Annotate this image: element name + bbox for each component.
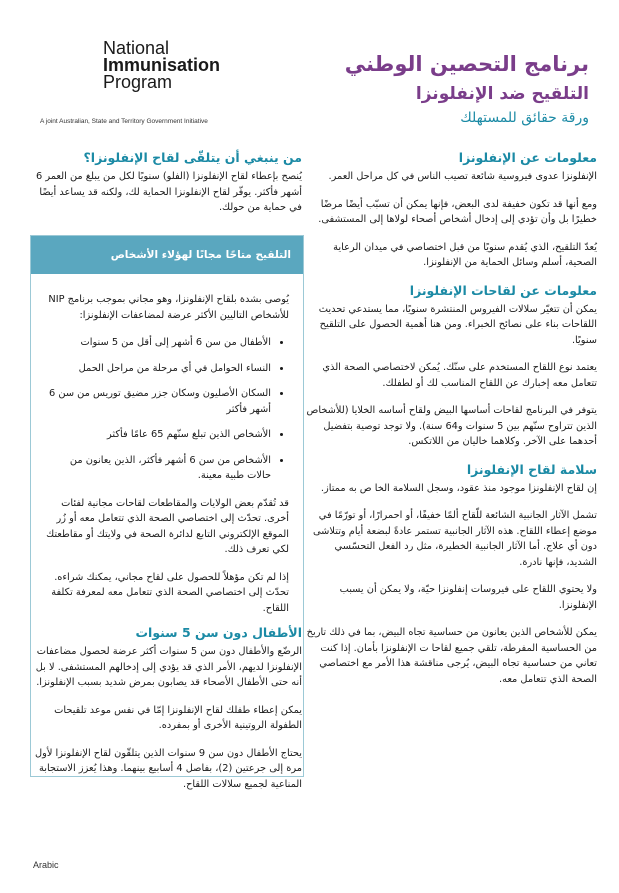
program-logo <box>103 40 220 91</box>
paragraph: يحتاج الأطفال دون سن 9 سنوات الذين يتلقّون لقاح الإنفلونزا لأول مرة إلى جرعتين (2)، بفاصل 4 أسابيع بينهما. وهذا يُعزز الاستجابة المناعية لجميع سلالات اللقاح. <box>34 747 302 790</box>
section-vaccine-safety <box>301 462 597 688</box>
list-item: • الأشخاص الذين تبلغ سنّهم 65 عامًا فأكثر <box>45 427 271 443</box>
section-heading: الأطفال دون سن 5 سنوات <box>135 625 302 640</box>
box-body <box>31 274 303 616</box>
document-title: التلقيح ضد الإنفلونزا <box>415 84 589 104</box>
paragraph: يتوفر في البرنامج لقاحات أساسها البيض ولقاح أساسه الخلايا (للأشخاص الذين تتراوح سنّهم بين 5 سنوات و64 سنة). ولا توجد توصية بتفضيل أحدهما على الآخر. وكلاهما خاليان من اللاتكس. <box>306 405 597 447</box>
paragraph: ومع أنها قد تكون خفيفة لدى البعض، فإنها يمكن أن تسبّب أيضًا مرضًا خطيرًا بل وأن تؤدي إلى إدخال أشخاص أصحاء لولاها إلى المستشفى. <box>318 198 597 225</box>
section-about-vaccines <box>301 283 597 450</box>
document-header <box>259 52 589 126</box>
paragraph: ولا يحتوي اللقاح على فيروسات إنفلونزا حيّة، ولا يمكن أن يسبب الإنفلونزا. <box>339 584 597 611</box>
paragraph: الرضّع والأطفال دون سن 5 سنوات أكثر عرضة لحصول مضاعفات الإنفلونزا لديهم، الأمر الذي قد يؤدي إلى إدخالهم المستشفى. لا بل أنه حتى الأطفال الأصحاء قد يصابون بمرض شديد بسبب الإنفلونزا. <box>35 646 302 688</box>
logo-line-immunisation: Immunisation <box>103 55 221 75</box>
section-about-flu <box>301 150 597 271</box>
logo-line-program: Program <box>103 72 173 92</box>
list-item: • السكان الأصليون وسكان جزر مضيق توريس من سن 6 أشهر فأكثر <box>45 386 271 417</box>
section-heading: معلومات عن لقاحات الإنفلونزا <box>409 282 597 298</box>
paragraph: تشمل الآثار الجانبية الشائعة للّقاح ألمًا خفيفًا، أو احمرارًا، أو تورّمًا في موضع إعطاء اللقاح. هذه الآثار الجانبية تستمر عادةً لبضعة أيام وتتلاشى دون أي علاج. أما الآثار الجانبية الخطيرة، مثل رد الفعل التحسّسي الشديد، فإنها نادرة. <box>313 510 597 568</box>
paragraph: يمكن للأشخاص الذين يعانون من حساسية تجاه البيض، بما في ذلك تاريخ من الحساسية المفرطة، تلقي جميع لقاحا ت الإنفلونزا بأمان. إذا كنت تعاني من حساسية تجاه البيض، يُرجى مناقشة هذا الأمر مع اختصاصي الصحة الذي تتعامل معه. <box>306 627 597 685</box>
paragraph: يُوصى بشدة بلقاح الإنفلونزا، وهو مجاني بموجب برنامج NIP للأشخاص التاليين الأكثر عرضة لمضاعفات الإنفلونزا: <box>48 294 289 321</box>
program-title: برنامج التحصين الوطني <box>344 52 589 76</box>
language-label: Arabic <box>33 860 59 870</box>
logo-line-national: National <box>103 38 170 58</box>
section-heading: معلومات عن الإنفلونزا <box>458 150 597 165</box>
section-heading: من ينبغي أن يتلقّى لقاح الإنفلونزا؟ <box>83 150 302 165</box>
right-column <box>301 150 597 699</box>
list-item: • النساء الحوامل في أي مرحلة من مراحل الحمل <box>45 361 271 377</box>
list-item: • الأشخاص من سن 6 أشهر فأكثر، الذين يعانون من حالات طبية معينة. <box>45 453 271 484</box>
who-section <box>30 150 302 228</box>
logo-tagline: A joint Australian, State and Territory Government Initiative <box>40 118 208 125</box>
paragraph: يُنصح بإعطاء لقاح الإنفلونزا (الفلو) سنويًا لكل من يبلغ من العمر 6 أشهر فأكثر. يوفّر لقاح الإنفلونزا الحماية لك، ولكنه قد يساعد أيضًا في حماية من حولك. <box>36 171 302 213</box>
paragraph: قد تُقدّم بعض الولايات والمقاطعات لقاحات مجانية لفئات أخرى. تحدّث إلى اختصاصي الصحة الذي تتعامل معه أو زُر الموقع الإلكتروني التابع لدائرة الصحة في ولايتك أو مقاطعتك لكي تعرف ذلك. <box>46 497 289 555</box>
eligible-groups-list <box>45 335 289 484</box>
paragraph: يمكن إعطاء طفلك لقاح الإنفلونزا إمّا في نفس موعد تلقيحات الطفولة الروتينية الأخرى أو بمفرده. <box>54 704 302 731</box>
paragraph: يمكن أن تتغيّر سلالات الفيروس المنتشرة سنويًا، مما يستدعي تحديث اللقاحات بناء على نصائح الخبراء. ومن هنا أهمية الحصول على التلقيح سنويًا. <box>318 303 597 346</box>
document-subtitle: ورقة حقائق للمستهلك <box>460 110 589 126</box>
box-header: التلقيح متاحًا مجانًا لهؤلاء الأشخاص <box>31 236 303 274</box>
paragraph: يعتمد نوع اللقاح المستخدم على سنّك. يُمكن لاختصاصي الصحة الذي تتعامل معه إخبارك عن اللقاح المناسب لك أو لطفلك. <box>322 362 597 389</box>
paragraph: إذا لم تكن مؤهلاً للحصول على لقاح مجاني، يمكنك شراءه. تحدّث إلى اختصاصي الصحة الذي تتعامل معه لمعرفة تكلفة اللقاح. <box>51 571 289 614</box>
paragraph: يُعدّ التلقيح، الذي يُقدم سنويًا من قبل اختصاصي في ميدان الرعاية الصحية، أسلم وسائل الحماية من الإنفلونزا. <box>333 241 597 268</box>
list-item: • الأطفال من سن 6 أشهر إلى أقل من 5 سنوات <box>45 335 271 351</box>
paragraph: إن لقاح الإنفلونزا موجود منذ عقود، وسجل السلامة الخا ص به ممتاز. <box>320 482 597 494</box>
section-heading: سلامة لقاح الإنفلونزا <box>466 461 597 477</box>
section-children-under-5 <box>30 625 302 804</box>
paragraph: الإنفلونزا عدوى فيروسية شائعة تصيب الناس في كل مراحل العمر. <box>328 171 597 182</box>
